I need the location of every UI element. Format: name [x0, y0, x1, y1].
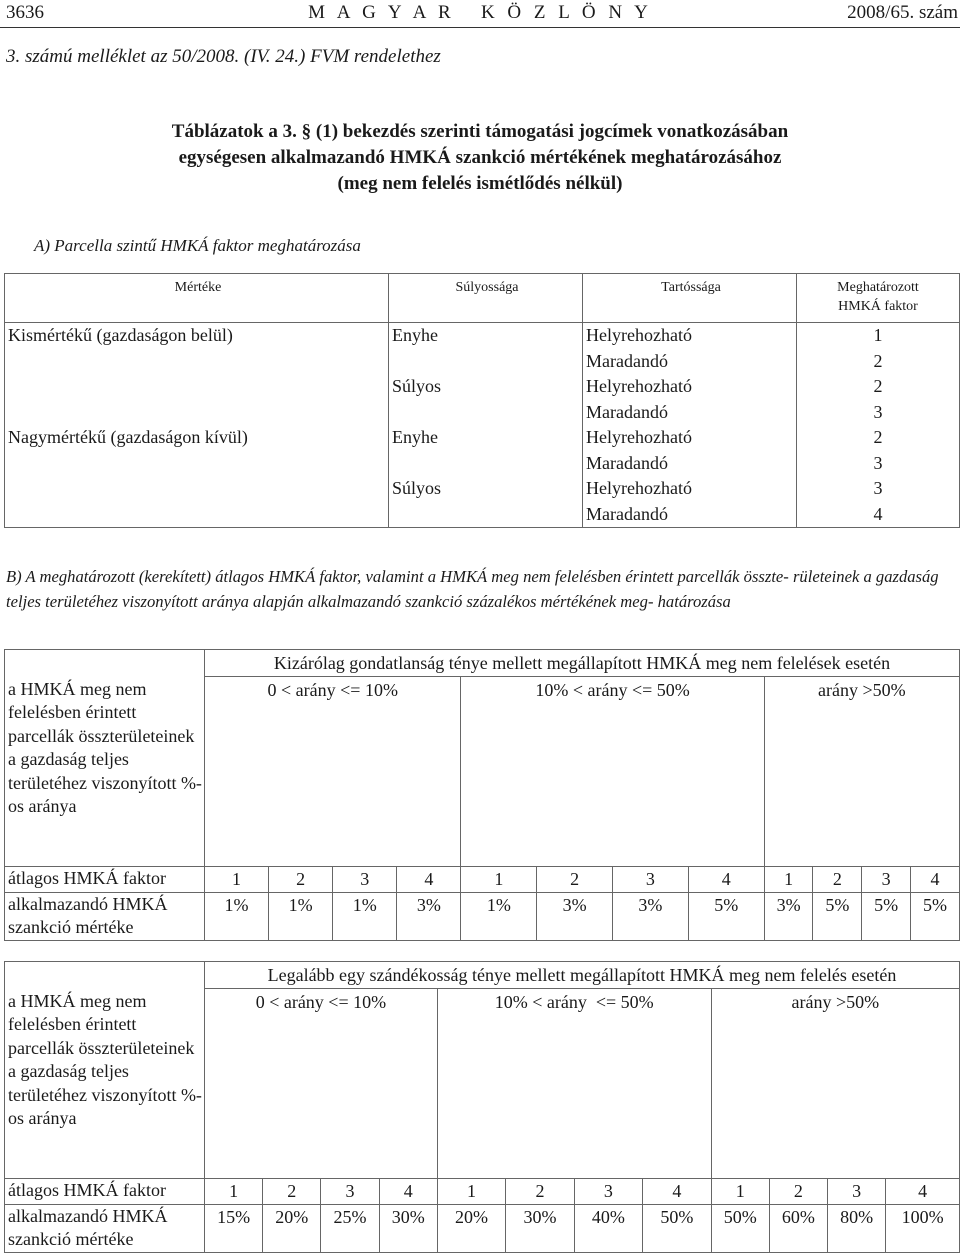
severity-cell: [389, 400, 583, 426]
extent-cell: Kismértékű (gazdaságon belül): [5, 323, 389, 349]
ratio-range-high: arány >50%: [764, 677, 959, 867]
sanction-value: 1%: [269, 893, 333, 941]
extent-cell: [5, 451, 389, 477]
factor-value: 3: [333, 867, 397, 893]
sanction-value: 3%: [537, 893, 613, 941]
condition-heading: Kizárólag gondatlanság ténye mellett megállapított HMKÁ meg nem felelések esetén: [205, 650, 960, 677]
factor-value: 1: [205, 1179, 263, 1205]
ratio-range-low: 0 < arány <= 10%: [205, 677, 461, 867]
sanction-value: 50%: [711, 1205, 769, 1253]
sanction-row-label: alkalmazandó HMKÁ szankció mértéke: [5, 1205, 205, 1253]
page-header: [0, 0, 960, 28]
sanction-value: 3%: [764, 893, 813, 941]
factor-value: 1: [205, 867, 269, 893]
table-row: [5, 451, 960, 477]
severity-cell: Enyhe: [389, 323, 583, 349]
extent-cell: [5, 400, 389, 426]
duration-cell: Helyrehozható: [583, 374, 797, 400]
factor-row: [5, 1179, 960, 1205]
table-row: [5, 323, 960, 349]
duration-cell: Helyrehozható: [583, 476, 797, 502]
factor-cell: 4: [797, 502, 960, 528]
document-title: [0, 119, 960, 197]
factor-value: 4: [688, 867, 764, 893]
table-row: [5, 400, 960, 426]
hmka-factor-table: [4, 273, 960, 528]
extent-cell: [5, 502, 389, 528]
title-line-1: Táblázatok a 3. § (1) bekezdés szerinti támogatási jogcímek vonatkozásában: [171, 121, 789, 142]
sanction-value: 5%: [813, 893, 862, 941]
sanction-value: 40%: [574, 1205, 642, 1253]
factor-value: 1: [461, 867, 537, 893]
page-number: 3636: [6, 2, 44, 23]
factor-cell: 1: [797, 323, 960, 349]
publication-title: M A G Y A R K Ö Z L Ö N Y: [308, 2, 652, 23]
factor-value: 2: [769, 1179, 827, 1205]
severity-cell: Súlyos: [389, 374, 583, 400]
table-row: [5, 374, 960, 400]
duration-cell: Maradandó: [583, 451, 797, 477]
sanction-value: 30%: [506, 1205, 574, 1253]
section-b-heading: B) A meghatározott (kerekített) átlagos HMKÁ faktor, valamint a HMKÁ meg nem felelésben érintett parcellák összte- rületeinek a gazdaság teljes területéhez viszonyított aránya alapján alkalmazandó szankció százalékos mértékének meg- határozása: [6, 567, 939, 611]
table-row: [5, 425, 960, 451]
duration-cell: Maradandó: [583, 502, 797, 528]
severity-cell: [389, 451, 583, 477]
duration-cell: Maradandó: [583, 349, 797, 375]
ratio-range-mid: 10% < arány <= 50%: [437, 989, 711, 1179]
factor-value: 3: [321, 1179, 379, 1205]
factor-value: 1: [711, 1179, 769, 1205]
duration-cell: Helyrehozható: [583, 323, 797, 349]
sanction-value: 3%: [397, 893, 461, 941]
factor-cell: 2: [797, 374, 960, 400]
extent-cell: [5, 349, 389, 375]
factor-cell: 3: [797, 400, 960, 426]
factor-value: 3: [862, 867, 911, 893]
negligence-sanction-table: [4, 649, 960, 941]
factor-value: 3: [613, 867, 689, 893]
title-line-2: egységesen alkalmazandó HMKÁ szankció mértékének meghatározásához: [178, 147, 782, 168]
table-row: [5, 502, 960, 528]
factor-cell: 2: [797, 349, 960, 375]
col-header-factor: Meghatározott HMKÁ faktor: [797, 274, 960, 323]
factor-row: [5, 867, 960, 893]
col-header-duration: Tartóssága: [583, 274, 797, 323]
area-ratio-label: a HMKÁ meg nem felelésben érintett parcellák összterületeinek a gazdaság teljes területéhez viszonyított %-os aránya: [5, 650, 205, 867]
sanction-value: 3%: [613, 893, 689, 941]
factor-row-label: átlagos HMKÁ faktor: [5, 867, 205, 893]
sanction-row: [5, 893, 960, 941]
factor-value: 4: [379, 1179, 437, 1205]
factor-value: 4: [643, 1179, 712, 1205]
factor-value: 4: [911, 867, 960, 893]
factor-value: 4: [886, 1179, 960, 1205]
sanction-value: 5%: [688, 893, 764, 941]
factor-value: 2: [537, 867, 613, 893]
factor-value: 1: [764, 867, 813, 893]
factor-value: 2: [813, 867, 862, 893]
factor-value: 4: [397, 867, 461, 893]
factor-cell: 3: [797, 476, 960, 502]
sanction-value: 30%: [379, 1205, 437, 1253]
duration-cell: Helyrehozható: [583, 425, 797, 451]
sanction-value: 1%: [205, 893, 269, 941]
factor-value: 3: [574, 1179, 642, 1205]
table-header-row: [5, 274, 960, 323]
section-a-heading: A) Parcella szintű HMKÁ faktor meghatározása: [34, 236, 361, 255]
sanction-value: 60%: [769, 1205, 827, 1253]
intent-sanction-table: [4, 961, 960, 1253]
table-row: [5, 349, 960, 375]
severity-cell: [389, 502, 583, 528]
factor-row-label: átlagos HMKÁ faktor: [5, 1179, 205, 1205]
factor-value: 2: [263, 1179, 321, 1205]
col-header-severity: Súlyossága: [389, 274, 583, 323]
sanction-value: 1%: [333, 893, 397, 941]
sanction-value: 25%: [321, 1205, 379, 1253]
factor-value: 2: [506, 1179, 574, 1205]
sanction-value: 15%: [205, 1205, 263, 1253]
sanction-value: 5%: [911, 893, 960, 941]
factor-value: 2: [269, 867, 333, 893]
ratio-range-high: arány >50%: [711, 989, 959, 1179]
ratio-range-mid: 10% < arány <= 50%: [461, 677, 764, 867]
condition-heading: Legalább egy szándékosság ténye mellett megállapított HMKÁ meg nem felelés esetén: [205, 962, 960, 989]
factor-value: 3: [828, 1179, 886, 1205]
sanction-value: 50%: [643, 1205, 712, 1253]
factor-cell: 3: [797, 451, 960, 477]
sanction-value: 20%: [437, 1205, 505, 1253]
issue-number: 2008/65. szám: [847, 2, 958, 23]
sanction-value: 100%: [886, 1205, 960, 1253]
sanction-value: 80%: [828, 1205, 886, 1253]
annex-title: 3. számú melléklet az 50/2008. (IV. 24.) FVM rendelethez: [6, 46, 441, 67]
factor-cell: 2: [797, 425, 960, 451]
duration-cell: Maradandó: [583, 400, 797, 426]
extent-cell: [5, 374, 389, 400]
area-ratio-label: a HMKÁ meg nem felelésben érintett parcellák összterületeinek a gazdaság teljes területéhez viszonyított %-os aránya: [5, 962, 205, 1179]
sanction-value: 5%: [862, 893, 911, 941]
sanction-value: 20%: [263, 1205, 321, 1253]
title-line-3: (meg nem felelés ismétlődés nélkül): [337, 173, 623, 194]
severity-cell: Súlyos: [389, 476, 583, 502]
severity-cell: [389, 349, 583, 375]
factor-value: 1: [437, 1179, 505, 1205]
sanction-value: 1%: [461, 893, 537, 941]
extent-cell: Nagymértékű (gazdaságon kívül): [5, 425, 389, 451]
severity-cell: Enyhe: [389, 425, 583, 451]
ratio-range-low: 0 < arány <= 10%: [205, 989, 438, 1179]
header-rule: [0, 27, 960, 28]
extent-cell: [5, 476, 389, 502]
table-row: [5, 476, 960, 502]
sanction-row: [5, 1205, 960, 1253]
col-header-extent: Mértéke: [5, 274, 389, 323]
sanction-row-label: alkalmazandó HMKÁ szankció mértéke: [5, 893, 205, 941]
